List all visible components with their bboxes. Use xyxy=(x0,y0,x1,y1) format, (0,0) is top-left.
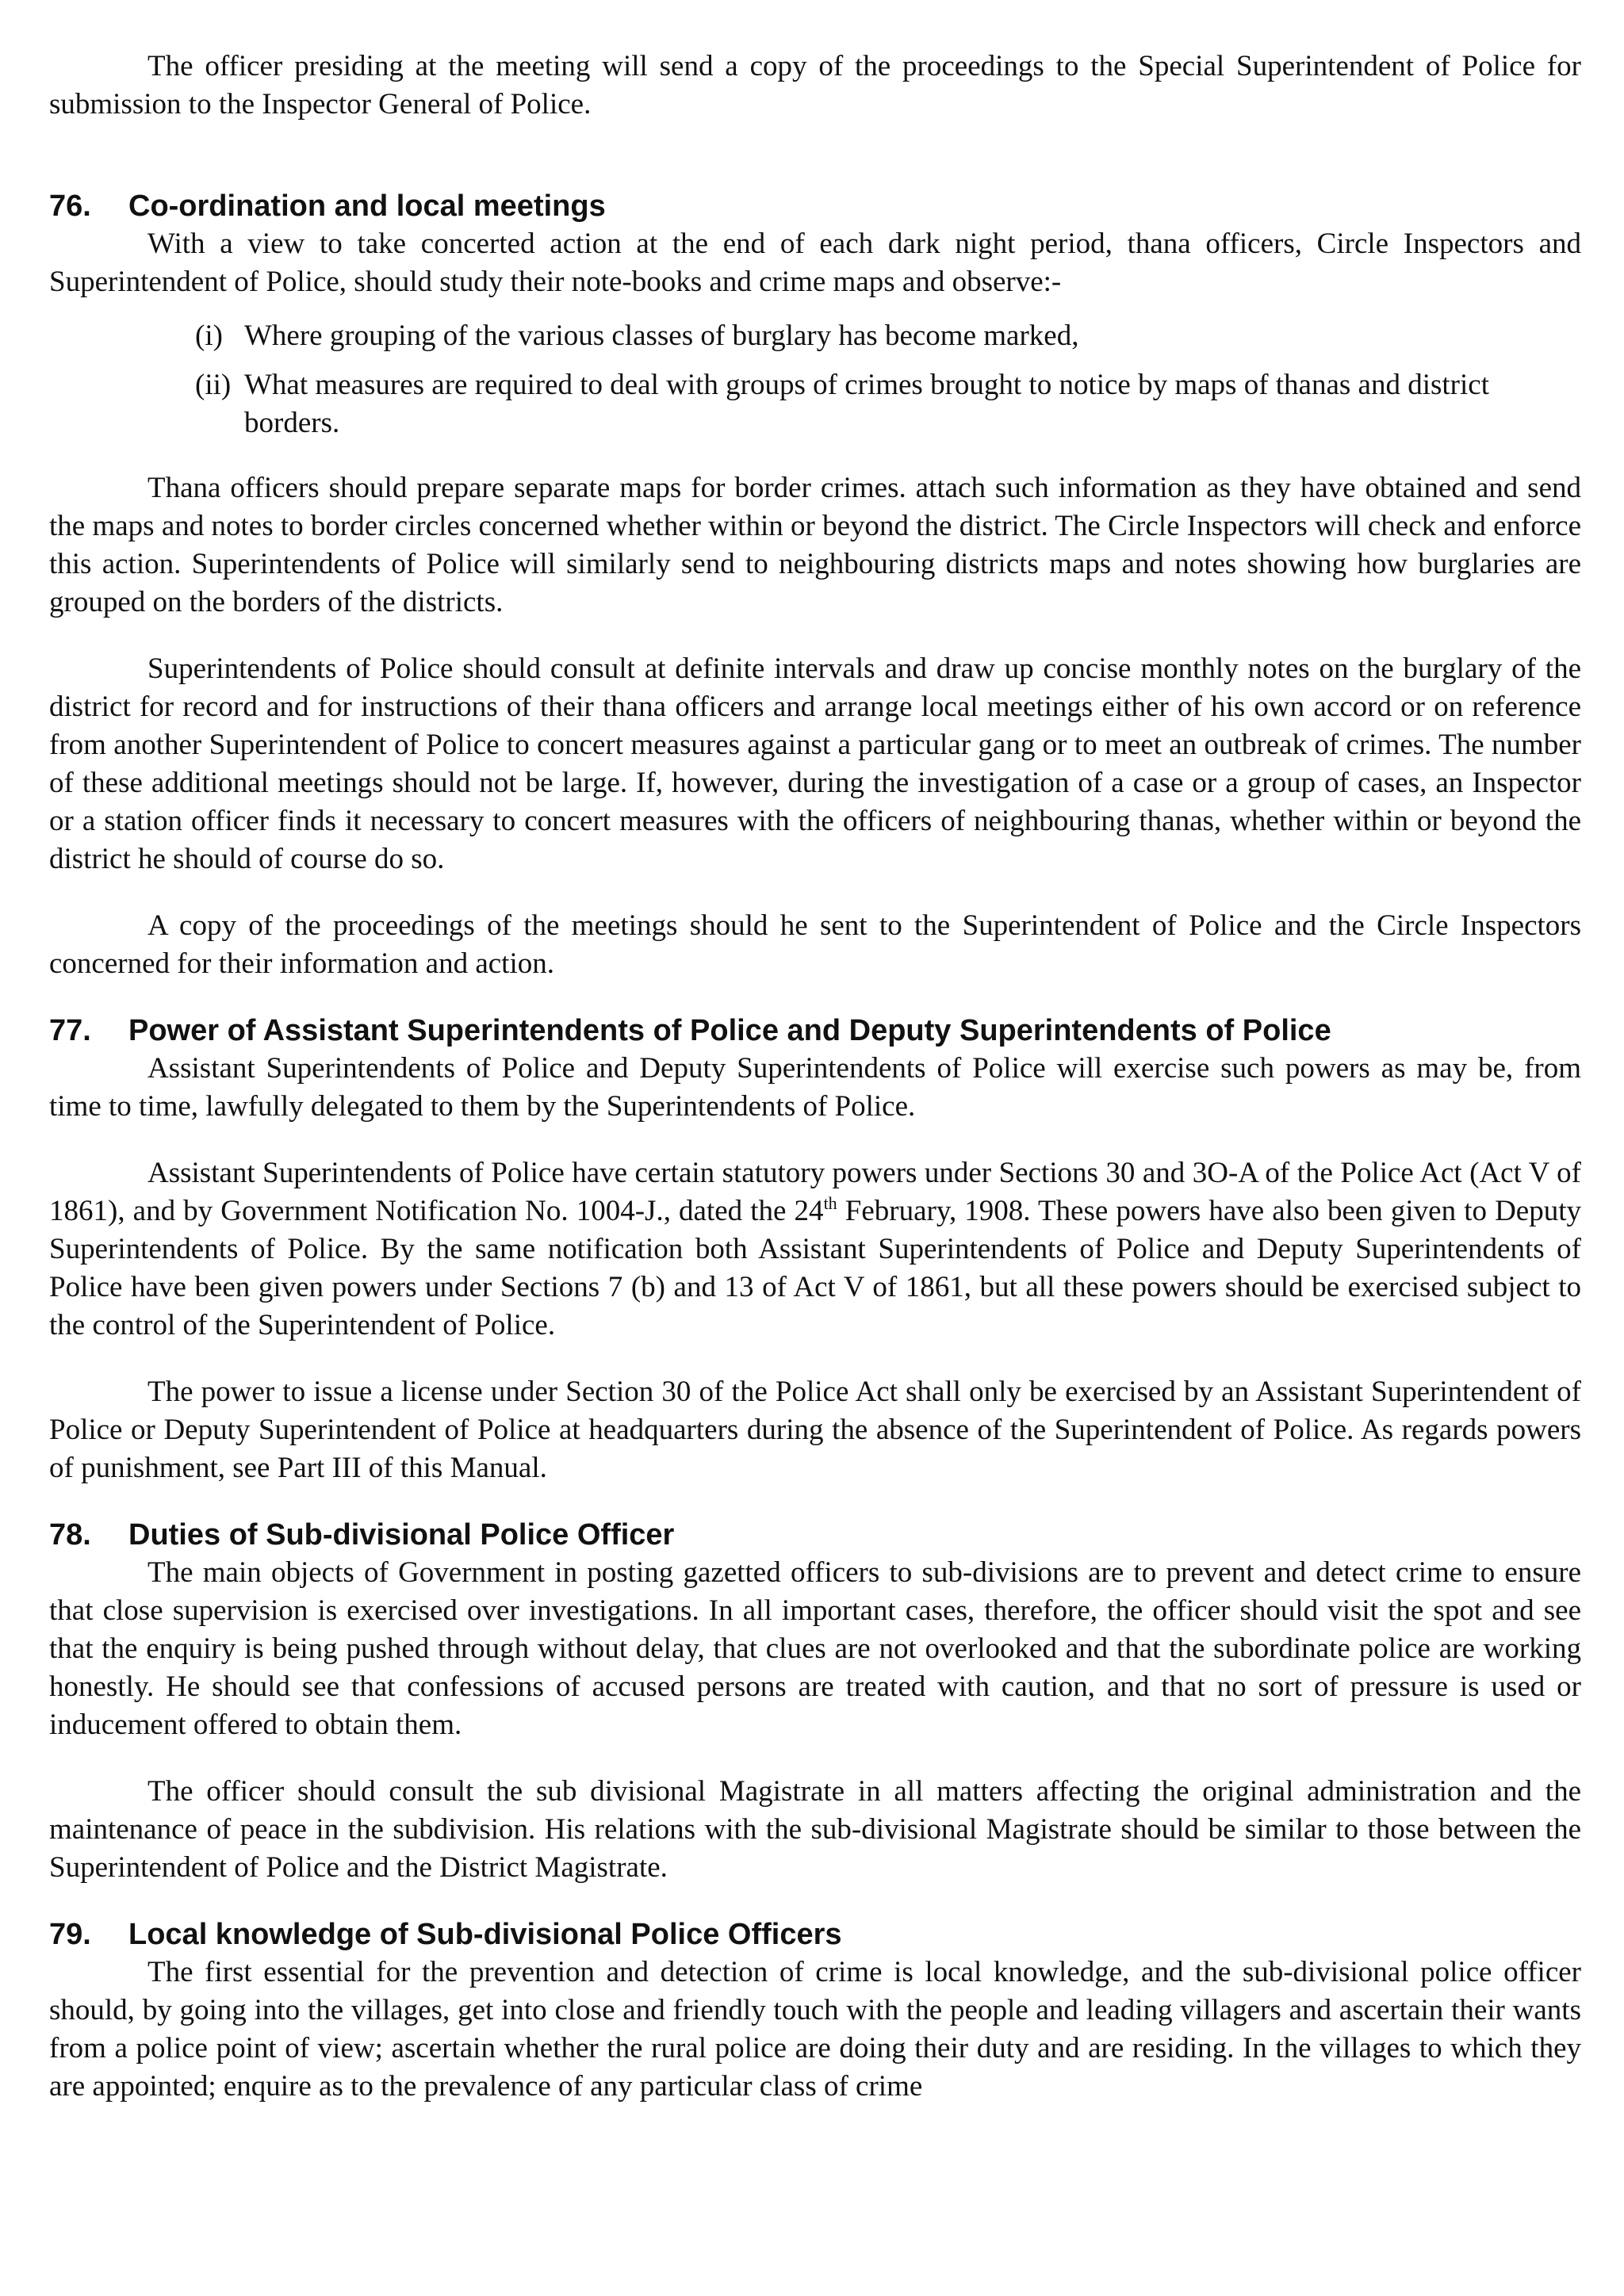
intro-paragraph: The officer presiding at the meeting will send a copy of the proceedings to the Special Superintendent of Police for submission to the Inspector General of Police. xyxy=(49,50,1581,121)
document-page xyxy=(49,48,1581,2106)
observation-list xyxy=(49,317,1581,442)
list-item-text: Where grouping of the various classes of burglary has become marked, xyxy=(244,320,1079,352)
section-76-paragraph-4: A copy of the proceedings of the meetings should he sent to the Superintendent of Police and the Circle Inspectors concerned for their information and action. xyxy=(49,909,1581,980)
section-76-heading xyxy=(49,187,1581,225)
section-77-paragraph-2 xyxy=(49,1154,1581,1345)
section-number: 77. xyxy=(49,1014,91,1047)
section-78-paragraph-1: The main objects of Government in posting gazetted officers to sub-divisions are to prevent and detect crime to ensure that close supervision is exercised over investigations. In all important cases, therefore, the officer should visit the spot and see that the enquiry is being pushed through without delay, that clues are not overlooked and that the subordinate police are working honestly. He should see that confessions of accused persons are treated with caution, and that no sort of pressure is used or inducement offered to obtain them. xyxy=(49,1556,1581,1741)
list-item-text: What measures are required to deal with groups of crimes brought to notice by maps of thanas and district borders. xyxy=(244,369,1489,439)
section-title: Co-ordination and local meetings xyxy=(128,189,606,223)
section-76-paragraph-2: Thana officers should prepare separate maps for border crimes. attach such information as they have obtained and send the maps and notes to border circles concerned whether within or beyond the district. The Circle Inspectors will check and enforce this action. Superintendents of Police will similarly send to neighbouring districts maps and notes showing how burglaries are grouped on the borders of the districts. xyxy=(49,472,1581,618)
list-marker: (i) xyxy=(195,320,223,352)
section-number: 78. xyxy=(49,1518,91,1552)
section-number: 76. xyxy=(49,189,91,223)
list-marker: (ii) xyxy=(195,369,232,401)
list-item xyxy=(195,317,1581,355)
section-76-paragraph-1: With a view to take concerted action at the end of each dark night period, thana officers, Circle Inspectors and Superintendent of Police, should study their note-books and crime maps and observe:- xyxy=(49,228,1581,298)
section-76-paragraph-3: Superintendents of Police should consult at definite intervals and draw up concise monthly notes on the burglary of the district for record and for instructions of their thana officers and arrange local meetings either of his own accord or on reference from another Superintendent of Police to concert measures against a particular gang or to meet an outbreak of crimes. The number of these additional meetings should not be large. If, however, during the investigation of a case or a group of cases, an Inspector or a station officer finds it necessary to concert measures with the officers of neighbouring thanas, whether within or beyond the district he should of course do so. xyxy=(49,652,1581,875)
paragraph-text-part: February, 1908. These powers have also been given to Deputy Superintendents of Police. By the same notification both Assistant Superintendents of Police and Deputy Superintendents of Police have been given powers under Sections 7 (b) and 13 of Act V of 1861, but all these powers should be exercised subject to the control of the Superintendent of Police. xyxy=(49,1195,1581,1341)
section-title: Power of Assistant Superintendents of Police and Deputy Superintendents of Police xyxy=(128,1014,1331,1047)
section-number: 79. xyxy=(49,1918,91,1951)
section-79-heading xyxy=(49,1915,1581,1954)
section-78-paragraph-2: The officer should consult the sub divisional Magistrate in all matters affecting the original administration and the maintenance of peace in the subdivision. His relations with the sub-divisional Magistrate should be similar to those between the Superintendent of Police and the District Magistrate. xyxy=(49,1775,1581,1884)
section-title: Local knowledge of Sub-divisional Police Officers xyxy=(128,1918,842,1951)
section-78-heading xyxy=(49,1516,1581,1554)
ordinal-superscript: th xyxy=(823,1193,837,1213)
section-77-paragraph-1: Assistant Superintendents of Police and Deputy Superintendents of Police will exercise such powers as may be, from time to time, lawfully delegated to them by the Superintendents of Police. xyxy=(49,1052,1581,1123)
list-item xyxy=(195,366,1581,442)
section-77-paragraph-3: The power to issue a license under Section 30 of the Police Act shall only be exercised by an Assistant Superintendent of Police or Deputy Superintendent of Police at headquarters during the absence of the Superintendent of Police. As regards powers of punishment, see Part III of this Manual. xyxy=(49,1376,1581,1484)
section-title: Duties of Sub-divisional Police Officer xyxy=(128,1518,675,1552)
section-79-paragraph-1: The first essential for the prevention and detection of crime is local knowledge, and the sub-divisional police officer should, by going into the villages, get into close and friendly touch with the people and leading villagers and ascertain their wants from a police point of view; ascertain whether the rural police are doing their duty and are residing. In the villages to which they are appointed; enquire as to the prevalence of any particular class of crime xyxy=(49,1956,1581,2103)
paragraph-text-part: Assistant Superintendents of Police have certain statutory powers under Sections 30 and 3O-A of the Police Act (Act V of 1861), and by Government Notification No. 1004-J., dated the 24 xyxy=(49,1157,1581,1227)
section-77-heading xyxy=(49,1012,1581,1050)
